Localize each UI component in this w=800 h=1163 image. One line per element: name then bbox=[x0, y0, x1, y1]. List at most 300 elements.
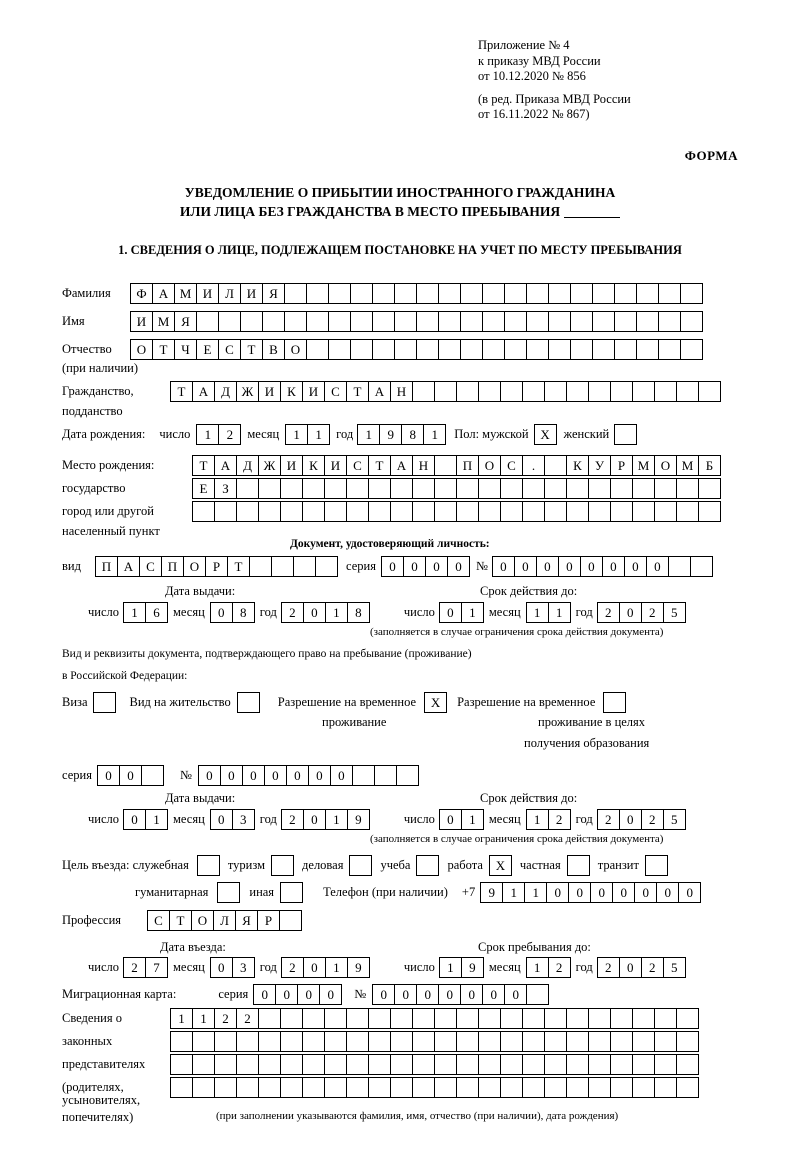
doc-number-cell[interactable]: 0 bbox=[646, 556, 669, 577]
birth-month-input[interactable] bbox=[285, 424, 330, 445]
phone-cell[interactable]: 1 bbox=[524, 882, 547, 903]
birthplace-city-2-cell[interactable] bbox=[588, 501, 611, 522]
patronymic-cell[interactable] bbox=[306, 339, 329, 360]
migration-series-cell[interactable]: 0 bbox=[319, 984, 342, 1005]
birthplace-city-2-cell[interactable] bbox=[544, 501, 567, 522]
doc-kind-cell[interactable] bbox=[249, 556, 272, 577]
phone-input[interactable] bbox=[480, 882, 701, 903]
legal-rep-2-cell[interactable] bbox=[434, 1031, 457, 1052]
citizenship-cell[interactable] bbox=[456, 381, 479, 402]
surname-cell[interactable] bbox=[306, 283, 329, 304]
surname-cell[interactable] bbox=[504, 283, 527, 304]
birthplace-city-2-cell[interactable] bbox=[346, 501, 369, 522]
birthplace-city-2-cell[interactable] bbox=[654, 501, 677, 522]
phone-cell[interactable]: 0 bbox=[568, 882, 591, 903]
citizenship-cell[interactable] bbox=[654, 381, 677, 402]
citizenship-input[interactable] bbox=[170, 381, 721, 402]
patronymic-cell[interactable] bbox=[482, 339, 505, 360]
patronymic-cell[interactable]: Е bbox=[196, 339, 219, 360]
doc-valid-day-cell[interactable]: 1 bbox=[461, 602, 484, 623]
birthplace-city-1-cell[interactable] bbox=[632, 478, 655, 499]
surname-cell[interactable] bbox=[548, 283, 571, 304]
patronymic-cell[interactable] bbox=[526, 339, 549, 360]
patronymic-cell[interactable] bbox=[658, 339, 681, 360]
legal-rep-1-cell[interactable] bbox=[566, 1008, 589, 1029]
permit-valid-year-input[interactable] bbox=[597, 809, 686, 830]
name-cell[interactable] bbox=[614, 311, 637, 332]
legal-rep-2-cell[interactable] bbox=[544, 1031, 567, 1052]
purpose-transit-checkbox[interactable] bbox=[645, 855, 668, 876]
profession-cell[interactable] bbox=[279, 910, 302, 931]
legal-rep-2-cell[interactable] bbox=[302, 1031, 325, 1052]
legal-rep-4-cell[interactable] bbox=[214, 1077, 237, 1098]
temp-residence-checkbox[interactable] bbox=[424, 692, 447, 713]
birthplace-city-1-cell[interactable] bbox=[522, 478, 545, 499]
purpose-humanitarian-cell[interactable] bbox=[217, 882, 240, 903]
birthplace-state-cell[interactable]: К bbox=[566, 455, 589, 476]
migration-number-cell[interactable]: 0 bbox=[394, 984, 417, 1005]
birthplace-state-cell[interactable]: С bbox=[346, 455, 369, 476]
permit-issue-year-cell[interactable]: 1 bbox=[325, 809, 348, 830]
birthplace-state-cell[interactable]: Т bbox=[368, 455, 391, 476]
doc-valid-year-input[interactable] bbox=[597, 602, 686, 623]
legal-rep-1-cell[interactable]: 1 bbox=[192, 1008, 215, 1029]
doc-series-input[interactable] bbox=[381, 556, 470, 577]
permit-series-input[interactable] bbox=[97, 765, 164, 786]
birthplace-city-1-cell[interactable] bbox=[654, 478, 677, 499]
legal-rep-2-cell[interactable] bbox=[500, 1031, 523, 1052]
legal-rep-1-cell[interactable] bbox=[522, 1008, 545, 1029]
stay-month-cell[interactable]: 2 bbox=[548, 957, 571, 978]
birthplace-state-cell[interactable]: П bbox=[456, 455, 479, 476]
birthplace-city-input-1[interactable] bbox=[192, 478, 721, 499]
doc-valid-year-cell[interactable]: 5 bbox=[663, 602, 686, 623]
doc-kind-cell[interactable]: П bbox=[95, 556, 118, 577]
birthplace-city-2-cell[interactable] bbox=[324, 501, 347, 522]
profession-cell[interactable]: О bbox=[191, 910, 214, 931]
legal-rep-2-cell[interactable] bbox=[676, 1031, 699, 1052]
patronymic-cell[interactable] bbox=[350, 339, 373, 360]
doc-kind-cell[interactable] bbox=[315, 556, 338, 577]
migration-number-cell[interactable]: 0 bbox=[460, 984, 483, 1005]
purpose-official-cell[interactable] bbox=[197, 855, 220, 876]
name-cell[interactable] bbox=[592, 311, 615, 332]
surname-cell[interactable] bbox=[614, 283, 637, 304]
profession-cell[interactable]: Я bbox=[235, 910, 258, 931]
permit-number-cell[interactable]: 0 bbox=[264, 765, 287, 786]
birthplace-state-cell[interactable]: И bbox=[280, 455, 303, 476]
legal-rep-2-cell[interactable] bbox=[192, 1031, 215, 1052]
doc-issue-year-cell[interactable]: 8 bbox=[347, 602, 370, 623]
birth-year-cell[interactable]: 8 bbox=[401, 424, 424, 445]
purpose-other-checkbox[interactable] bbox=[280, 882, 303, 903]
permit-series-cell[interactable]: 0 bbox=[119, 765, 142, 786]
permit-issue-month-input[interactable] bbox=[210, 809, 255, 830]
birth-day-input[interactable] bbox=[196, 424, 241, 445]
permit-number-cell[interactable]: 0 bbox=[242, 765, 265, 786]
birthplace-state-input[interactable] bbox=[192, 455, 721, 476]
doc-number-cell[interactable] bbox=[690, 556, 713, 577]
birthplace-city-2-cell[interactable] bbox=[302, 501, 325, 522]
permit-number-cell[interactable] bbox=[374, 765, 397, 786]
doc-series-cell[interactable]: 0 bbox=[403, 556, 426, 577]
migration-number-cell[interactable]: 0 bbox=[504, 984, 527, 1005]
birthplace-city-2-cell[interactable] bbox=[434, 501, 457, 522]
citizenship-cell[interactable] bbox=[676, 381, 699, 402]
phone-cell[interactable]: 0 bbox=[656, 882, 679, 903]
legal-rep-4-cell[interactable] bbox=[302, 1077, 325, 1098]
birthplace-city-input-2[interactable] bbox=[192, 501, 721, 522]
citizenship-cell[interactable] bbox=[698, 381, 721, 402]
patronymic-cell[interactable] bbox=[416, 339, 439, 360]
legal-rep-1-cell[interactable] bbox=[610, 1008, 633, 1029]
birthplace-city-1-cell[interactable]: З bbox=[214, 478, 237, 499]
birthplace-city-1-cell[interactable] bbox=[258, 478, 281, 499]
sex-male-cell[interactable]: X bbox=[534, 424, 557, 445]
legal-rep-3-cell[interactable] bbox=[478, 1054, 501, 1075]
surname-cell[interactable] bbox=[350, 283, 373, 304]
citizenship-cell[interactable] bbox=[610, 381, 633, 402]
legal-rep-2-cell[interactable] bbox=[610, 1031, 633, 1052]
birthplace-city-1-cell[interactable] bbox=[324, 478, 347, 499]
permit-issue-year-input[interactable] bbox=[281, 809, 370, 830]
birthplace-state-cell[interactable]: Р bbox=[610, 455, 633, 476]
doc-issue-month-cell[interactable]: 0 bbox=[210, 602, 233, 623]
surname-cell[interactable] bbox=[658, 283, 681, 304]
citizenship-cell[interactable]: Т bbox=[170, 381, 193, 402]
surname-cell[interactable] bbox=[460, 283, 483, 304]
phone-cell[interactable]: 0 bbox=[590, 882, 613, 903]
stay-month-input[interactable] bbox=[526, 957, 571, 978]
permit-valid-day-cell[interactable]: 0 bbox=[439, 809, 462, 830]
permit-valid-year-cell[interactable]: 5 bbox=[663, 809, 686, 830]
entry-year-cell[interactable]: 0 bbox=[303, 957, 326, 978]
patronymic-cell[interactable] bbox=[372, 339, 395, 360]
birthplace-state-cell[interactable]: С bbox=[500, 455, 523, 476]
permit-issue-day-cell[interactable]: 0 bbox=[123, 809, 146, 830]
purpose-work-cell[interactable]: X bbox=[489, 855, 512, 876]
visa-cell[interactable] bbox=[93, 692, 116, 713]
name-cell[interactable] bbox=[262, 311, 285, 332]
name-cell[interactable] bbox=[658, 311, 681, 332]
birthplace-state-cell[interactable]: К bbox=[302, 455, 325, 476]
legal-rep-3-cell[interactable] bbox=[346, 1054, 369, 1075]
birthplace-city-1-cell[interactable] bbox=[544, 478, 567, 499]
permit-valid-month-cell[interactable]: 2 bbox=[548, 809, 571, 830]
birthplace-city-2-cell[interactable] bbox=[390, 501, 413, 522]
stay-day-cell[interactable]: 1 bbox=[439, 957, 462, 978]
birthplace-state-cell[interactable]: Д bbox=[236, 455, 259, 476]
doc-kind-input[interactable] bbox=[95, 556, 338, 577]
name-cell[interactable] bbox=[680, 311, 703, 332]
stay-day-input[interactable] bbox=[439, 957, 484, 978]
doc-kind-cell[interactable]: Р bbox=[205, 556, 228, 577]
name-cell[interactable]: И bbox=[130, 311, 153, 332]
legal-rep-1-cell[interactable] bbox=[654, 1008, 677, 1029]
purpose-private-cell[interactable] bbox=[567, 855, 590, 876]
doc-issue-day-input[interactable] bbox=[123, 602, 168, 623]
purpose-transit-cell[interactable] bbox=[645, 855, 668, 876]
legal-rep-3-cell[interactable] bbox=[500, 1054, 523, 1075]
purpose-work-checkbox[interactable] bbox=[489, 855, 512, 876]
legal-rep-4-cell[interactable] bbox=[676, 1077, 699, 1098]
migration-series-cell[interactable]: 0 bbox=[253, 984, 276, 1005]
entry-day-cell[interactable]: 2 bbox=[123, 957, 146, 978]
temp-residence-cell[interactable]: X bbox=[424, 692, 447, 713]
migration-series-input[interactable] bbox=[253, 984, 342, 1005]
doc-valid-month-cell[interactable]: 1 bbox=[526, 602, 549, 623]
birthplace-state-cell[interactable]: О bbox=[478, 455, 501, 476]
legal-rep-1-cell[interactable]: 1 bbox=[170, 1008, 193, 1029]
name-cell[interactable] bbox=[218, 311, 241, 332]
legal-rep-1-cell[interactable]: 2 bbox=[236, 1008, 259, 1029]
birthplace-city-1-cell[interactable] bbox=[566, 478, 589, 499]
legal-rep-1-cell[interactable] bbox=[412, 1008, 435, 1029]
permit-valid-year-cell[interactable]: 0 bbox=[619, 809, 642, 830]
permit-issue-month-cell[interactable]: 3 bbox=[232, 809, 255, 830]
birth-year-input[interactable] bbox=[357, 424, 446, 445]
permit-issue-day-input[interactable] bbox=[123, 809, 168, 830]
surname-cell[interactable]: Л bbox=[218, 283, 241, 304]
legal-rep-1-cell[interactable] bbox=[676, 1008, 699, 1029]
permit-valid-day-input[interactable] bbox=[439, 809, 484, 830]
doc-number-cell[interactable]: 0 bbox=[624, 556, 647, 577]
sex-male-checkbox[interactable] bbox=[534, 424, 557, 445]
birthplace-state-cell[interactable]: . bbox=[522, 455, 545, 476]
legal-rep-1-cell[interactable] bbox=[434, 1008, 457, 1029]
legal-rep-3-cell[interactable] bbox=[302, 1054, 325, 1075]
doc-number-cell[interactable] bbox=[668, 556, 691, 577]
birthplace-city-2-cell[interactable] bbox=[412, 501, 435, 522]
birthplace-city-1-cell[interactable] bbox=[676, 478, 699, 499]
name-cell[interactable] bbox=[460, 311, 483, 332]
legal-rep-2-cell[interactable] bbox=[478, 1031, 501, 1052]
birthplace-city-1-cell[interactable] bbox=[478, 478, 501, 499]
birthplace-city-2-cell[interactable] bbox=[456, 501, 479, 522]
migration-series-cell[interactable]: 0 bbox=[275, 984, 298, 1005]
citizenship-cell[interactable]: И bbox=[258, 381, 281, 402]
legal-rep-2-cell[interactable] bbox=[280, 1031, 303, 1052]
permit-number-cell[interactable]: 0 bbox=[198, 765, 221, 786]
birthplace-city-1-cell[interactable] bbox=[302, 478, 325, 499]
doc-issue-month-cell[interactable]: 8 bbox=[232, 602, 255, 623]
legal-rep-1-cell[interactable] bbox=[368, 1008, 391, 1029]
purpose-other-cell[interactable] bbox=[280, 882, 303, 903]
migration-number-cell[interactable]: 0 bbox=[482, 984, 505, 1005]
legal-rep-3-cell[interactable] bbox=[544, 1054, 567, 1075]
legal-rep-3-cell[interactable] bbox=[236, 1054, 259, 1075]
patronymic-input[interactable] bbox=[130, 339, 703, 360]
legal-rep-4-cell[interactable] bbox=[170, 1077, 193, 1098]
patronymic-cell[interactable]: С bbox=[218, 339, 241, 360]
entry-year-input[interactable] bbox=[281, 957, 370, 978]
legal-rep-3-cell[interactable] bbox=[258, 1054, 281, 1075]
surname-cell[interactable]: Ф bbox=[130, 283, 153, 304]
surname-cell[interactable] bbox=[526, 283, 549, 304]
birthplace-state-cell[interactable] bbox=[434, 455, 457, 476]
birthplace-state-cell[interactable]: У bbox=[588, 455, 611, 476]
legal-rep-4-cell[interactable] bbox=[500, 1077, 523, 1098]
legal-rep-4-cell[interactable] bbox=[324, 1077, 347, 1098]
birth-day-cell[interactable]: 2 bbox=[218, 424, 241, 445]
legal-rep-4-cell[interactable] bbox=[368, 1077, 391, 1098]
doc-issue-year-cell[interactable]: 1 bbox=[325, 602, 348, 623]
surname-cell[interactable] bbox=[328, 283, 351, 304]
edu-residence-checkbox[interactable] bbox=[603, 692, 626, 713]
name-cell[interactable] bbox=[416, 311, 439, 332]
patronymic-cell[interactable] bbox=[394, 339, 417, 360]
legal-rep-3-cell[interactable] bbox=[214, 1054, 237, 1075]
citizenship-cell[interactable]: Н bbox=[390, 381, 413, 402]
legal-rep-2-cell[interactable] bbox=[170, 1031, 193, 1052]
phone-cell[interactable]: 1 bbox=[502, 882, 525, 903]
birthplace-city-1-cell[interactable] bbox=[236, 478, 259, 499]
doc-kind-cell[interactable] bbox=[293, 556, 316, 577]
birthplace-city-2-cell[interactable] bbox=[258, 501, 281, 522]
surname-cell[interactable]: А bbox=[152, 283, 175, 304]
legal-rep-1-cell[interactable] bbox=[302, 1008, 325, 1029]
legal-rep-1-cell[interactable] bbox=[280, 1008, 303, 1029]
doc-issue-day-cell[interactable]: 6 bbox=[145, 602, 168, 623]
legal-rep-input-3[interactable] bbox=[170, 1054, 699, 1075]
doc-number-cell[interactable]: 0 bbox=[514, 556, 537, 577]
citizenship-cell[interactable]: С bbox=[324, 381, 347, 402]
legal-rep-3-cell[interactable] bbox=[522, 1054, 545, 1075]
legal-rep-3-cell[interactable] bbox=[434, 1054, 457, 1075]
doc-valid-year-cell[interactable]: 2 bbox=[641, 602, 664, 623]
permit-number-cell[interactable]: 0 bbox=[308, 765, 331, 786]
birthplace-city-2-cell[interactable] bbox=[522, 501, 545, 522]
legal-rep-4-cell[interactable] bbox=[280, 1077, 303, 1098]
doc-number-cell[interactable]: 0 bbox=[580, 556, 603, 577]
legal-rep-4-cell[interactable] bbox=[654, 1077, 677, 1098]
doc-number-input[interactable] bbox=[492, 556, 713, 577]
legal-rep-4-cell[interactable] bbox=[456, 1077, 479, 1098]
name-cell[interactable]: Я bbox=[174, 311, 197, 332]
legal-rep-2-cell[interactable] bbox=[654, 1031, 677, 1052]
migration-number-input[interactable] bbox=[372, 984, 549, 1005]
permit-number-cell[interactable]: 0 bbox=[286, 765, 309, 786]
doc-number-cell[interactable]: 0 bbox=[602, 556, 625, 577]
migration-series-cell[interactable]: 0 bbox=[297, 984, 320, 1005]
legal-rep-input-1[interactable] bbox=[170, 1008, 699, 1029]
citizenship-cell[interactable] bbox=[544, 381, 567, 402]
purpose-business-cell[interactable] bbox=[349, 855, 372, 876]
purpose-private-checkbox[interactable] bbox=[567, 855, 590, 876]
legal-rep-1-cell[interactable] bbox=[346, 1008, 369, 1029]
profession-cell[interactable]: Р bbox=[257, 910, 280, 931]
patronymic-cell[interactable] bbox=[570, 339, 593, 360]
doc-valid-year-cell[interactable]: 0 bbox=[619, 602, 642, 623]
permit-valid-month-input[interactable] bbox=[526, 809, 571, 830]
legal-rep-4-cell[interactable] bbox=[632, 1077, 655, 1098]
phone-cell[interactable]: 0 bbox=[612, 882, 635, 903]
legal-rep-1-cell[interactable] bbox=[324, 1008, 347, 1029]
legal-rep-3-cell[interactable] bbox=[566, 1054, 589, 1075]
surname-cell[interactable] bbox=[570, 283, 593, 304]
entry-year-cell[interactable]: 1 bbox=[325, 957, 348, 978]
birth-month-cell[interactable]: 1 bbox=[307, 424, 330, 445]
legal-rep-3-cell[interactable] bbox=[280, 1054, 303, 1075]
stay-year-cell[interactable]: 2 bbox=[641, 957, 664, 978]
entry-day-cell[interactable]: 7 bbox=[145, 957, 168, 978]
birthplace-city-1-cell[interactable] bbox=[456, 478, 479, 499]
doc-kind-cell[interactable]: С bbox=[139, 556, 162, 577]
legal-rep-1-cell[interactable] bbox=[632, 1008, 655, 1029]
doc-kind-cell[interactable] bbox=[271, 556, 294, 577]
surname-cell[interactable] bbox=[680, 283, 703, 304]
surname-cell[interactable] bbox=[438, 283, 461, 304]
permit-number-input[interactable] bbox=[198, 765, 419, 786]
legal-rep-1-cell[interactable] bbox=[500, 1008, 523, 1029]
legal-rep-input-4[interactable] bbox=[170, 1077, 699, 1098]
permit-series-cell[interactable]: 0 bbox=[97, 765, 120, 786]
citizenship-cell[interactable]: Ж bbox=[236, 381, 259, 402]
patronymic-cell[interactable] bbox=[592, 339, 615, 360]
surname-cell[interactable] bbox=[372, 283, 395, 304]
edu-residence-cell[interactable] bbox=[603, 692, 626, 713]
legal-rep-4-cell[interactable] bbox=[346, 1077, 369, 1098]
patronymic-cell[interactable] bbox=[460, 339, 483, 360]
legal-rep-3-cell[interactable] bbox=[676, 1054, 699, 1075]
stay-year-cell[interactable]: 2 bbox=[597, 957, 620, 978]
legal-rep-1-cell[interactable] bbox=[456, 1008, 479, 1029]
birthplace-state-cell[interactable]: А bbox=[390, 455, 413, 476]
birthplace-city-1-cell[interactable]: Е bbox=[192, 478, 215, 499]
patronymic-cell[interactable] bbox=[680, 339, 703, 360]
purpose-study-checkbox[interactable] bbox=[416, 855, 439, 876]
birthplace-city-1-cell[interactable] bbox=[588, 478, 611, 499]
birthplace-city-2-cell[interactable] bbox=[478, 501, 501, 522]
birth-month-cell[interactable]: 1 bbox=[285, 424, 308, 445]
legal-rep-3-cell[interactable] bbox=[632, 1054, 655, 1075]
birthplace-city-2-cell[interactable] bbox=[610, 501, 633, 522]
name-cell[interactable] bbox=[394, 311, 417, 332]
phone-cell[interactable]: 0 bbox=[634, 882, 657, 903]
doc-series-cell[interactable]: 0 bbox=[447, 556, 470, 577]
birthplace-city-2-cell[interactable] bbox=[236, 501, 259, 522]
legal-rep-3-cell[interactable] bbox=[170, 1054, 193, 1075]
citizenship-cell[interactable] bbox=[434, 381, 457, 402]
permit-number-cell[interactable]: 0 bbox=[330, 765, 353, 786]
name-cell[interactable] bbox=[306, 311, 329, 332]
birthplace-city-2-cell[interactable] bbox=[698, 501, 721, 522]
legal-rep-input-2[interactable] bbox=[170, 1031, 699, 1052]
birthplace-state-cell[interactable]: Н bbox=[412, 455, 435, 476]
patronymic-cell[interactable]: В bbox=[262, 339, 285, 360]
permit-issue-month-cell[interactable]: 0 bbox=[210, 809, 233, 830]
stay-day-cell[interactable]: 9 bbox=[461, 957, 484, 978]
legal-rep-2-cell[interactable] bbox=[258, 1031, 281, 1052]
name-cell[interactable] bbox=[240, 311, 263, 332]
citizenship-cell[interactable] bbox=[478, 381, 501, 402]
permit-issue-day-cell[interactable]: 1 bbox=[145, 809, 168, 830]
residence-cell[interactable] bbox=[237, 692, 260, 713]
legal-rep-4-cell[interactable] bbox=[258, 1077, 281, 1098]
patronymic-cell[interactable] bbox=[614, 339, 637, 360]
birthplace-city-1-cell[interactable] bbox=[346, 478, 369, 499]
entry-day-input[interactable] bbox=[123, 957, 168, 978]
doc-valid-day-cell[interactable]: 0 bbox=[439, 602, 462, 623]
name-cell[interactable] bbox=[570, 311, 593, 332]
surname-cell[interactable] bbox=[482, 283, 505, 304]
name-cell[interactable] bbox=[350, 311, 373, 332]
doc-valid-month-cell[interactable]: 1 bbox=[548, 602, 571, 623]
permit-number-cell[interactable] bbox=[396, 765, 419, 786]
birthplace-state-cell[interactable]: О bbox=[654, 455, 677, 476]
citizenship-cell[interactable]: Д bbox=[214, 381, 237, 402]
birthplace-city-1-cell[interactable] bbox=[280, 478, 303, 499]
